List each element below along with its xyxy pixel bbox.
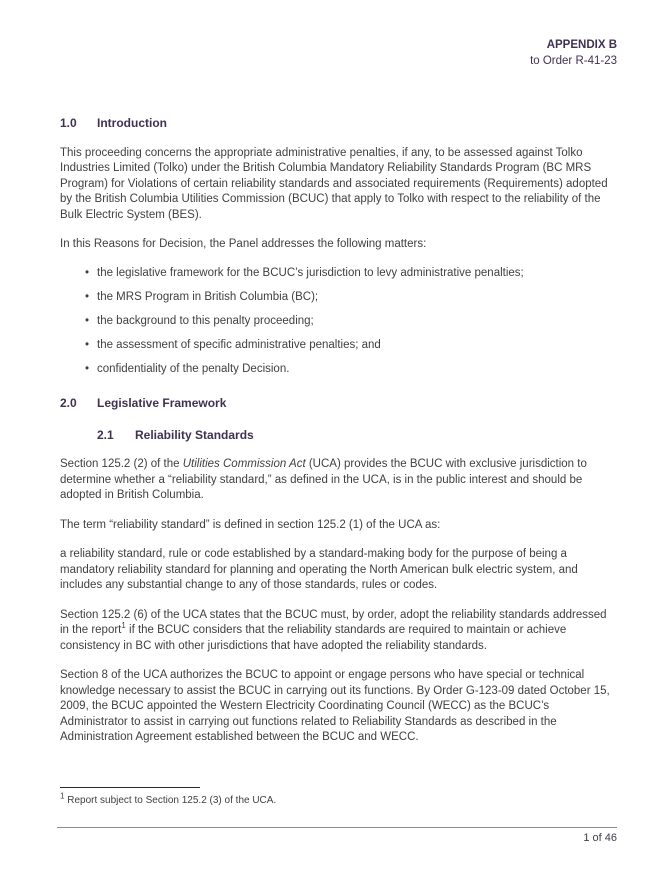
section-heading-legislative-framework bbox=[60, 396, 617, 412]
bullet-icon: • bbox=[85, 266, 90, 279]
footnote-text: $^1$ Report subject to Section 125.2 (3) of the UCA. bbox=[60, 791, 277, 806]
section-title: Introduction bbox=[97, 116, 167, 130]
list-item bbox=[85, 290, 617, 306]
paragraph-section-8: Section 8 of the UCA authorizes the BCUC to appoint or engage persons who have special or technical knowledge necessary to assist the BCUC in carrying out its functions. By Order G-123-09 dated October 15, 2009, the BCUC appointed the Western Electricity Coordinating Council (WECC) as the BCUC’s Administrator to assist in carrying out functions related to Reliability Standards as described in the Administration Agreement established between the BCUC and WECC. bbox=[60, 669, 610, 743]
matters-bullet-list bbox=[60, 266, 617, 378]
subsection-number: 2.1 bbox=[97, 427, 114, 442]
bullet-icon: • bbox=[85, 338, 90, 351]
list-item-text: the background to this penalty proceeding; bbox=[97, 314, 314, 327]
section-number: 2.0 bbox=[60, 396, 77, 410]
list-item-text: the MRS Program in British Columbia (BC); bbox=[97, 290, 319, 303]
list-item bbox=[85, 266, 617, 282]
list-item-text: the legislative framework for the BCUC’s jurisdiction to levy administrative penalties; bbox=[97, 266, 524, 279]
blockquote-reliability-standard-definition: a reliability standard, rule or code established by a standard-making body for the purpose of being a mandatory reliability standard for planning and operating the North American bulk electric system, and includes any substantial change to any of those standards, rules or codes. bbox=[60, 548, 578, 591]
paragraph-section-125-2-6: Section 125.2 (6) of the UCA states that the BCUC must, by order, adopt the reliability standards addressed in the report$^1$ if the BCUC considers that the reliability standards are required to maintain or achieve consistency in BC with other jurisdictions that have adopted the reliability standards. bbox=[60, 608, 607, 652]
subsection-title: Reliability Standards bbox=[135, 427, 254, 442]
paragraph-section-125-2-2: Section 125.2 (2) of the Utilities Commission Act (UCA) provides the BCUC with exclusive jurisdiction to determine whether a “reliability standard,” as defined in the UCA, is in the public interest and should be adopted in British Columbia. bbox=[60, 458, 587, 501]
order-reference: to Order R-41-23 bbox=[530, 54, 617, 67]
document-header bbox=[60, 38, 617, 69]
list-item bbox=[85, 338, 617, 354]
section-number: 1.0 bbox=[60, 116, 77, 130]
footnote-separator-rule bbox=[60, 787, 200, 788]
paragraph-term-lead: The term “reliability standard” is defined in section 125.2 (1) of the UCA as: bbox=[60, 518, 441, 531]
section-title: Legislative Framework bbox=[97, 396, 227, 410]
bullet-icon: • bbox=[85, 362, 90, 375]
list-item bbox=[85, 314, 617, 330]
list-item bbox=[85, 362, 617, 378]
list-item-text: confidentiality of the penalty Decision. bbox=[97, 362, 290, 375]
subsection-heading-reliability-standards bbox=[97, 428, 617, 444]
page-number: 1 of 46 bbox=[583, 832, 617, 844]
appendix-label: APPENDIX B bbox=[546, 39, 617, 51]
bullet-icon: • bbox=[85, 314, 90, 327]
section-heading-introduction bbox=[60, 116, 617, 132]
paragraph-intro: This proceeding concerns the appropriate administrative penalties, if any, to be assessed against Tolko Industries Limited (Tolko) under the British Columbia Mandatory Reliability Standards Program (BC MRS Program) for Violations of certain reliability standards and associated requirements (Requirements) adopted by the British Columbia Utilities Commission (BCUC) that apply to Tolko with respect to the reliability of the Bulk Electric System (BES). bbox=[60, 146, 608, 221]
paragraph-matters-lead: In this Reasons for Decision, the Panel addresses the following matters: bbox=[60, 238, 427, 250]
bullet-icon: • bbox=[85, 290, 90, 303]
list-item-text: the assessment of specific administrative penalties; and bbox=[97, 338, 381, 351]
footer-rule bbox=[57, 827, 617, 828]
